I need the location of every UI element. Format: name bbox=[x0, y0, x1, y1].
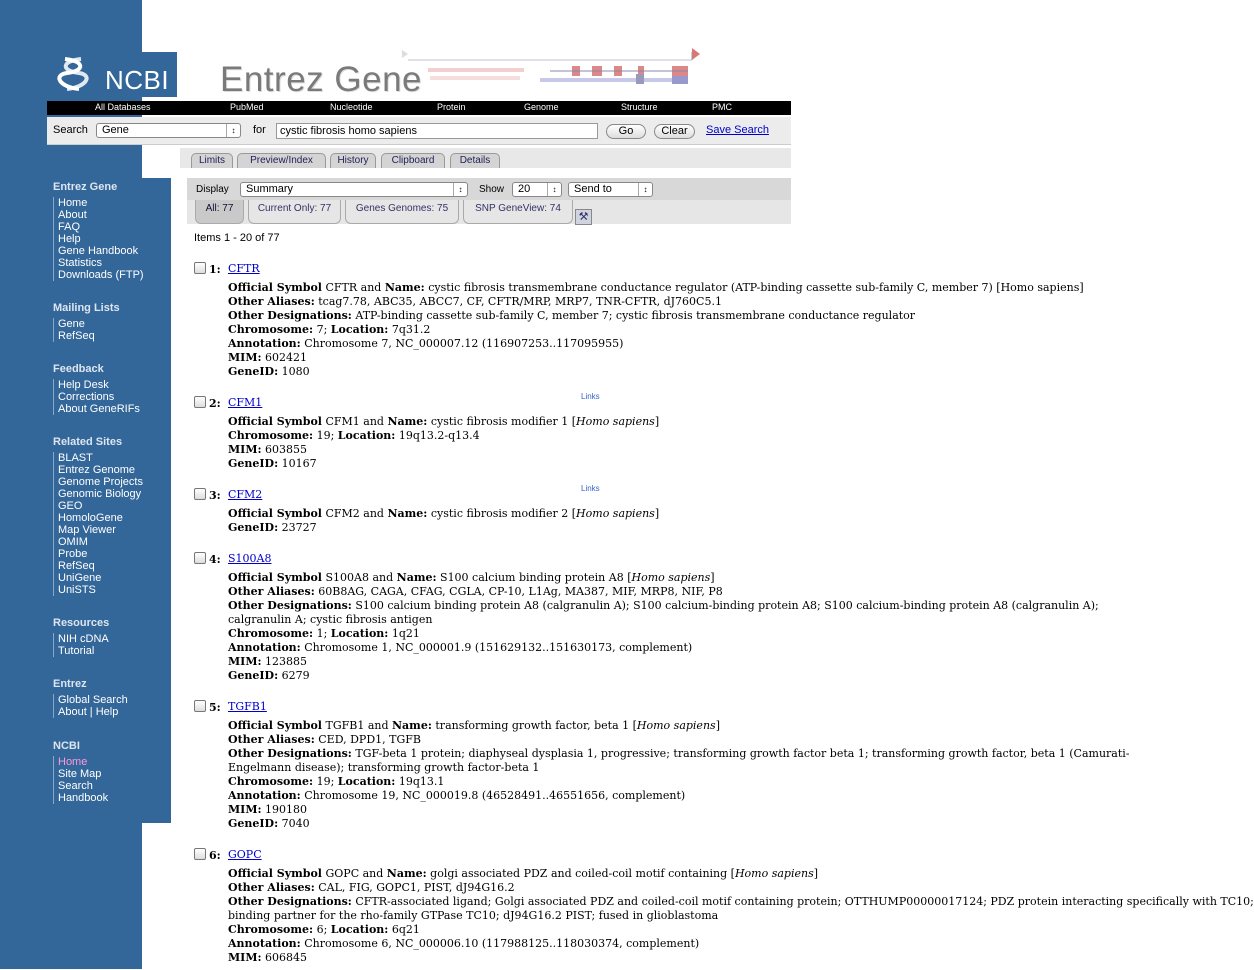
field-label: Name: bbox=[396, 571, 437, 584]
sidebar-list bbox=[53, 633, 109, 657]
database-select[interactable] bbox=[96, 123, 241, 138]
sidebar-item[interactable]: Entrez Genome bbox=[58, 464, 136, 476]
field-value: 7q31.2 bbox=[388, 323, 431, 336]
for-label: for bbox=[253, 124, 266, 136]
tab-clipboard[interactable]: Clipboard bbox=[381, 153, 445, 168]
result-detail-line bbox=[228, 951, 791, 965]
db-link-protein[interactable]: Protein bbox=[437, 102, 466, 112]
result-detail-line bbox=[228, 521, 791, 535]
field-value: ] bbox=[715, 719, 720, 732]
field-label: Other Aliases: bbox=[228, 881, 315, 894]
sidebar-section-title: Mailing Lists bbox=[53, 302, 120, 314]
sidebar-list bbox=[53, 197, 144, 281]
field-value: Homo sapiens bbox=[636, 719, 716, 732]
result-detail-line bbox=[228, 747, 1130, 761]
gene-symbol-link[interactable]: CFM1 bbox=[228, 396, 263, 409]
sidebar-item[interactable]: Downloads (FTP) bbox=[58, 269, 144, 281]
sidebar-item[interactable]: Corrections bbox=[58, 391, 115, 403]
field-label: Official Symbol bbox=[228, 719, 322, 732]
sidebar-list bbox=[53, 694, 128, 718]
field-value: 23727 bbox=[278, 521, 317, 534]
field-value: ] bbox=[813, 867, 819, 880]
field-label: Official Symbol bbox=[228, 281, 322, 294]
save-search-link[interactable]: Save Search bbox=[706, 124, 769, 136]
sidebar-item[interactable]: UniGene bbox=[58, 572, 102, 584]
select-arrows-icon: ↕ bbox=[638, 183, 652, 196]
result-detail-line bbox=[228, 881, 791, 895]
field-label: GeneID: bbox=[228, 521, 279, 534]
field-value: ATP-binding cassette sub-family C, member 7; cystic fibrosis transmembrane conductance regulator bbox=[351, 309, 916, 322]
field-value: TGFB1 and bbox=[321, 719, 392, 732]
field-value: 606845 bbox=[261, 951, 308, 964]
field-value: 123885 bbox=[261, 655, 308, 668]
result-checkbox[interactable] bbox=[194, 396, 206, 408]
field-value: ] bbox=[710, 571, 715, 584]
result-number-text: 6: bbox=[209, 849, 221, 862]
sidebar-item[interactable]: Home bbox=[58, 756, 88, 768]
result-filter-tabs bbox=[187, 200, 791, 224]
sidebar-item[interactable]: About GeneRIFs bbox=[58, 403, 140, 415]
result-item bbox=[194, 700, 1130, 836]
sidebar-item[interactable]: Map Viewer bbox=[58, 524, 116, 536]
gene-symbol-link[interactable]: TGFB1 bbox=[228, 700, 267, 713]
sidebar-item[interactable]: Help Desk bbox=[58, 379, 109, 391]
result-number-text: 1: bbox=[209, 263, 221, 276]
result-number-text: 3: bbox=[209, 489, 221, 502]
field-label: Other Designations: bbox=[228, 747, 352, 760]
field-value: 7; bbox=[313, 323, 331, 336]
field-label: Location: bbox=[330, 923, 389, 936]
show-count-value: 20 bbox=[518, 183, 531, 195]
result-detail-line bbox=[228, 803, 791, 817]
field-value: 602421 bbox=[261, 351, 308, 364]
field-label: GeneID: bbox=[228, 457, 279, 470]
field-label: Name: bbox=[384, 281, 425, 294]
result-detail-line bbox=[228, 309, 916, 323]
field-value: Homo sapiens bbox=[734, 867, 814, 880]
field-label: Other Aliases: bbox=[228, 295, 315, 308]
select-arrows-icon: ↕ bbox=[226, 124, 240, 137]
sidebar-section bbox=[53, 617, 109, 657]
field-value: S100 calcium binding protein A8 [ bbox=[436, 571, 632, 584]
field-label: Official Symbol bbox=[228, 507, 322, 520]
result-detail-line bbox=[228, 415, 791, 429]
field-value: Chromosome 6, NC_000006.10 (117988125..118030374, complement) bbox=[300, 937, 700, 950]
field-label: Other Aliases: bbox=[228, 733, 315, 746]
show-count-select[interactable] bbox=[512, 182, 562, 197]
gene-symbol-link[interactable]: GOPC bbox=[228, 848, 262, 861]
result-checkbox[interactable] bbox=[194, 700, 206, 712]
sidebar-item[interactable]: Tutorial bbox=[58, 645, 95, 657]
field-value: CFTR-associated ligand; Golgi associated PDZ and coiled-coil motif containing protein; OTTHUMP00000017124; PDZ protein interacting specifically with TC10; bbox=[351, 895, 1254, 908]
field-value: CFM2 and bbox=[321, 507, 388, 520]
result-checkbox[interactable] bbox=[194, 552, 206, 564]
result-number bbox=[194, 700, 221, 714]
db-link-nucleotide[interactable]: Nucleotide bbox=[330, 102, 373, 112]
result-detail-line bbox=[228, 351, 791, 365]
field-label: Name: bbox=[386, 867, 427, 880]
sidebar-item[interactable]: FAQ bbox=[58, 221, 81, 233]
result-detail-line bbox=[228, 761, 791, 775]
field-value: GOPC and bbox=[321, 867, 387, 880]
field-label: Official Symbol bbox=[228, 867, 322, 880]
field-value: transforming growth factor, beta 1 [ bbox=[431, 719, 637, 732]
gene-symbol-link[interactable]: S100A8 bbox=[228, 552, 272, 565]
sidebar-list bbox=[53, 318, 120, 342]
result-item bbox=[194, 484, 791, 540]
field-value: 190180 bbox=[261, 803, 308, 816]
sidebar-item[interactable]: OMIM bbox=[58, 536, 88, 548]
field-value: 1q21 bbox=[388, 627, 420, 640]
gene-symbol-link[interactable]: CFM2 bbox=[228, 488, 263, 501]
sidebar-item[interactable]: Probe bbox=[58, 548, 88, 560]
field-value: cystic fibrosis transmembrane conductance regulator (ATP-binding cassette sub-family C, member 7) [Homo sapiens] bbox=[424, 281, 1084, 294]
field-label: Name: bbox=[387, 415, 428, 428]
field-value: 7040 bbox=[278, 817, 310, 830]
field-label: GeneID: bbox=[228, 817, 279, 830]
result-detail-line bbox=[228, 937, 791, 951]
result-detail-line bbox=[228, 281, 1084, 295]
sidebar-list bbox=[53, 756, 108, 804]
result-detail-line bbox=[228, 571, 791, 585]
tab-all[interactable]: All: 77 bbox=[195, 200, 244, 224]
field-label: MIM: bbox=[228, 655, 262, 668]
result-detail-line bbox=[228, 895, 1254, 909]
field-label: GeneID: bbox=[228, 669, 279, 682]
result-detail-line bbox=[228, 365, 791, 379]
field-value: Homo sapiens bbox=[576, 415, 655, 428]
sidebar-item[interactable]: Site Map bbox=[58, 768, 102, 780]
field-label: Annotation: bbox=[228, 937, 301, 950]
field-value: cystic fibrosis modifier 2 [ bbox=[427, 507, 577, 520]
result-item bbox=[194, 848, 1254, 970]
sidebar-item[interactable]: Genome Projects bbox=[58, 476, 143, 488]
result-detail-line bbox=[228, 585, 791, 599]
result-details bbox=[228, 281, 1084, 379]
field-value: Engelmann disease); transforming growth factor-beta 1 bbox=[228, 761, 540, 774]
sidebar-item[interactable]: Search bbox=[58, 780, 93, 792]
field-value: 19q13.2-q13.4 bbox=[395, 429, 480, 442]
tab-details[interactable]: Details bbox=[450, 153, 500, 168]
field-value: 19; bbox=[313, 429, 338, 442]
field-value: Homo sapiens bbox=[631, 571, 711, 584]
tab-history[interactable]: History bbox=[330, 153, 376, 168]
result-details bbox=[228, 867, 1254, 965]
result-detail-line bbox=[228, 613, 791, 627]
display-label: Display bbox=[196, 184, 229, 195]
gene-symbol-link[interactable]: CFTR bbox=[228, 262, 260, 275]
sidebar-item[interactable]: Global Search bbox=[58, 694, 128, 706]
sidebar-section bbox=[53, 302, 120, 342]
result-detail-line bbox=[228, 323, 791, 337]
db-link-all[interactable]: All Databases bbox=[95, 102, 151, 112]
result-details bbox=[228, 719, 1130, 831]
result-details bbox=[228, 507, 791, 535]
result-detail-line bbox=[228, 443, 791, 457]
result-detail-line bbox=[228, 923, 791, 937]
result-number-text: 5: bbox=[209, 701, 221, 714]
tab-genes-genomes[interactable]: Genes Genomes: 75 bbox=[345, 200, 459, 224]
result-detail-line bbox=[228, 719, 791, 733]
tab-current-only[interactable]: Current Only: 77 bbox=[248, 200, 341, 224]
field-value: S100 calcium binding protein A8 (calgranulin A); S100 calcium-binding protein A8; S100 calcium-binding protein A8 (calgranulin A); bbox=[351, 599, 1099, 612]
field-value: 1080 bbox=[278, 365, 310, 378]
search-label: Search bbox=[53, 124, 88, 136]
result-detail-line bbox=[228, 457, 791, 471]
field-value: 19q13.1 bbox=[395, 775, 445, 788]
result-item bbox=[194, 392, 791, 476]
result-checkbox[interactable] bbox=[194, 488, 206, 500]
field-value: tcag7.78, ABC35, ABCC7, CF, CFTR/MRP, MRP7, TNR-CFTR, dJ760C5.1 bbox=[314, 295, 722, 308]
go-button[interactable]: Go bbox=[606, 124, 646, 139]
sidebar-section bbox=[53, 740, 108, 804]
sidebar-item[interactable]: RefSeq bbox=[58, 560, 95, 572]
field-value: Chromosome 7, NC_000007.12 (116907253..117095955) bbox=[300, 337, 624, 350]
sidebar-item[interactable]: GEO bbox=[58, 500, 83, 512]
sidebar-item[interactable]: Gene Handbook bbox=[58, 245, 139, 257]
database-bar bbox=[47, 101, 791, 115]
result-number bbox=[194, 396, 221, 410]
field-value: cystic fibrosis modifier 1 [ bbox=[427, 415, 577, 428]
field-label: Annotation: bbox=[228, 789, 301, 802]
items-count: Items 1 - 20 of 77 bbox=[194, 232, 280, 244]
sidebar-list bbox=[53, 452, 143, 596]
result-detail-line bbox=[228, 867, 819, 881]
field-label: GeneID: bbox=[228, 365, 279, 378]
select-arrows-icon: ↕ bbox=[453, 183, 467, 196]
field-label: Chromosome: bbox=[228, 775, 314, 788]
field-value: 1; bbox=[313, 627, 331, 640]
field-label: Location: bbox=[330, 323, 389, 336]
field-label: Annotation: bbox=[228, 641, 301, 654]
field-value: 10167 bbox=[278, 457, 317, 470]
field-value: CAL, FIG, GOPC1, PIST, dJ94G16.2 bbox=[314, 881, 515, 894]
result-number-text: 4: bbox=[209, 553, 221, 566]
sidebar-item[interactable]: Genomic Biology bbox=[58, 488, 142, 500]
field-label: Official Symbol bbox=[228, 415, 322, 428]
ncbi-logo[interactable] bbox=[47, 52, 177, 97]
result-detail-line bbox=[228, 669, 791, 683]
sidebar-section bbox=[53, 678, 128, 718]
field-label: Official Symbol bbox=[228, 571, 322, 584]
field-value: 6279 bbox=[278, 669, 310, 682]
result-detail-line bbox=[228, 429, 791, 443]
field-label: Annotation: bbox=[228, 337, 301, 350]
result-item bbox=[194, 262, 1084, 384]
result-detail-line bbox=[228, 627, 791, 641]
result-checkbox[interactable] bbox=[194, 848, 206, 860]
result-detail-line bbox=[228, 733, 791, 747]
field-value: calgranulin A; cystic fibrosis antigen bbox=[228, 613, 433, 626]
field-label: Other Aliases: bbox=[228, 585, 315, 598]
send-to-value: Send to bbox=[574, 183, 612, 195]
field-value: S100A8 and bbox=[321, 571, 397, 584]
display-bar bbox=[187, 178, 791, 200]
result-number bbox=[194, 488, 221, 502]
result-detail-line bbox=[228, 817, 791, 831]
field-label: Other Designations: bbox=[228, 309, 352, 322]
field-label: Name: bbox=[387, 507, 428, 520]
field-label: Location: bbox=[330, 627, 389, 640]
gene-map-graphic bbox=[400, 46, 700, 90]
sidebar-item[interactable]: RefSeq bbox=[58, 330, 95, 342]
sidebar-section-title: Related Sites bbox=[53, 436, 123, 448]
sidebar-section bbox=[53, 363, 140, 415]
ncbi-logo-text: NCBI bbox=[105, 65, 170, 95]
sidebar-section-title: Resources bbox=[53, 617, 110, 629]
sidebar-item[interactable]: Handbook bbox=[58, 792, 109, 804]
result-detail-line bbox=[228, 655, 791, 669]
links-menu[interactable]: Links bbox=[581, 484, 600, 493]
result-detail-line bbox=[228, 789, 791, 803]
result-detail-line bbox=[228, 507, 791, 521]
sidebar-item[interactable]: Statistics bbox=[58, 257, 103, 269]
field-label: Location: bbox=[337, 775, 396, 788]
field-value: ] bbox=[654, 507, 660, 520]
result-detail-line bbox=[228, 775, 791, 789]
field-label: Other Designations: bbox=[228, 599, 352, 612]
field-label: Name: bbox=[392, 719, 432, 732]
sidebar-item[interactable]: About | Help bbox=[58, 706, 119, 718]
page-title: Entrez Gene bbox=[220, 60, 422, 99]
sidebar-section bbox=[53, 181, 144, 281]
tab-snp-geneview[interactable]: SNP GeneView: 74 bbox=[463, 200, 573, 224]
field-value: CFTR and bbox=[321, 281, 385, 294]
field-value: Chromosome 1, NC_000001.9 (151629132..151630173, complement) bbox=[300, 641, 693, 654]
display-format-select[interactable] bbox=[240, 182, 468, 197]
sidebar-section-title: Entrez Gene bbox=[53, 181, 118, 193]
result-number-text: 2: bbox=[209, 397, 221, 410]
sidebar-section bbox=[53, 436, 143, 596]
field-value: binding partner for the rho-family GTPase TC10; dJ94G16.2 PIST; fused in glioblastoma bbox=[228, 909, 719, 922]
display-format-value: Summary bbox=[246, 183, 294, 195]
ncbi-helix-icon bbox=[55, 55, 101, 95]
field-value: 603855 bbox=[261, 443, 308, 456]
result-details bbox=[228, 571, 1099, 683]
result-number bbox=[194, 848, 221, 862]
sidebar-item[interactable]: About bbox=[58, 209, 87, 221]
show-label: Show bbox=[479, 184, 505, 195]
result-detail-line bbox=[228, 909, 791, 923]
tools-icon[interactable]: ⚒ bbox=[575, 209, 592, 225]
links-menu[interactable]: Links bbox=[581, 392, 600, 401]
field-value: Homo sapiens bbox=[576, 507, 655, 520]
search-input[interactable]: cystic fibrosis homo sapiens bbox=[276, 123, 598, 139]
sidebar-section-title: Entrez bbox=[53, 678, 87, 690]
result-details bbox=[228, 415, 791, 471]
field-value: TGF-beta 1 protein; diaphyseal dysplasia 1, progressive; transforming growth factor beta 1; transforming growth factor, beta 1 (Camurati- bbox=[351, 747, 1130, 760]
field-label: Chromosome: bbox=[228, 323, 314, 336]
database-select-value: Gene bbox=[102, 124, 129, 136]
field-value: ] bbox=[654, 415, 660, 428]
sidebar-item[interactable]: UniSTS bbox=[58, 584, 96, 596]
field-value: CED, DPD1, TGFB bbox=[314, 733, 421, 746]
field-label: MIM: bbox=[228, 951, 262, 964]
sidebar-item[interactable]: Home bbox=[58, 197, 88, 209]
search-bar bbox=[47, 117, 791, 145]
sidebar-item[interactable]: BLAST bbox=[58, 452, 93, 464]
result-number bbox=[194, 262, 221, 276]
field-label: Chromosome: bbox=[228, 627, 314, 640]
result-detail-line bbox=[228, 599, 1099, 613]
field-label: Location: bbox=[337, 429, 396, 442]
db-link-genome[interactable]: Genome bbox=[524, 102, 559, 112]
sidebar-section-title: Feedback bbox=[53, 363, 104, 375]
select-arrows-icon: ↕ bbox=[547, 183, 561, 196]
field-value: golgi associated PDZ and coiled-coil motif containing [ bbox=[426, 867, 735, 880]
sidebar-item[interactable]: NIH cDNA bbox=[58, 633, 109, 645]
sidebar-item[interactable]: HomoloGene bbox=[58, 512, 123, 524]
sidebar-item[interactable]: Gene bbox=[58, 318, 85, 330]
tab-preview-index[interactable]: Preview/Index bbox=[237, 153, 326, 168]
field-value: 19; bbox=[313, 775, 338, 788]
field-value: Chromosome 19, NC_000019.8 (46528491..46551656, complement) bbox=[300, 789, 686, 802]
tab-limits[interactable]: Limits bbox=[191, 153, 233, 168]
sidebar-list bbox=[53, 379, 140, 415]
result-detail-line bbox=[228, 295, 791, 309]
field-value: 60B8AG, CAGA, CFAG, CGLA, CP-10, L1Ag, MA387, MIF, MRP8, NIF, P8 bbox=[314, 585, 723, 598]
sidebar-item[interactable]: Help bbox=[58, 233, 81, 245]
result-item bbox=[194, 552, 1099, 688]
db-link-pubmed[interactable]: PubMed bbox=[230, 102, 264, 112]
field-label: Other Designations: bbox=[228, 895, 352, 908]
field-label: MIM: bbox=[228, 443, 262, 456]
db-link-pmc[interactable]: PMC bbox=[712, 102, 732, 112]
result-checkbox[interactable] bbox=[194, 262, 206, 274]
field-value: 6; bbox=[313, 923, 331, 936]
field-value: CFM1 and bbox=[321, 415, 388, 428]
feature-tabs bbox=[180, 148, 791, 168]
clear-button[interactable]: Clear bbox=[654, 124, 695, 139]
result-detail-line bbox=[228, 337, 791, 351]
send-to-select[interactable] bbox=[568, 182, 653, 197]
field-label: MIM: bbox=[228, 803, 262, 816]
field-label: MIM: bbox=[228, 351, 262, 364]
field-value: 6q21 bbox=[388, 923, 420, 936]
result-detail-line bbox=[228, 641, 791, 655]
sidebar-section-title: NCBI bbox=[53, 740, 80, 752]
field-label: Chromosome: bbox=[228, 923, 314, 936]
result-number bbox=[194, 552, 221, 566]
db-link-structure[interactable]: Structure bbox=[621, 102, 658, 112]
field-label: Chromosome: bbox=[228, 429, 314, 442]
